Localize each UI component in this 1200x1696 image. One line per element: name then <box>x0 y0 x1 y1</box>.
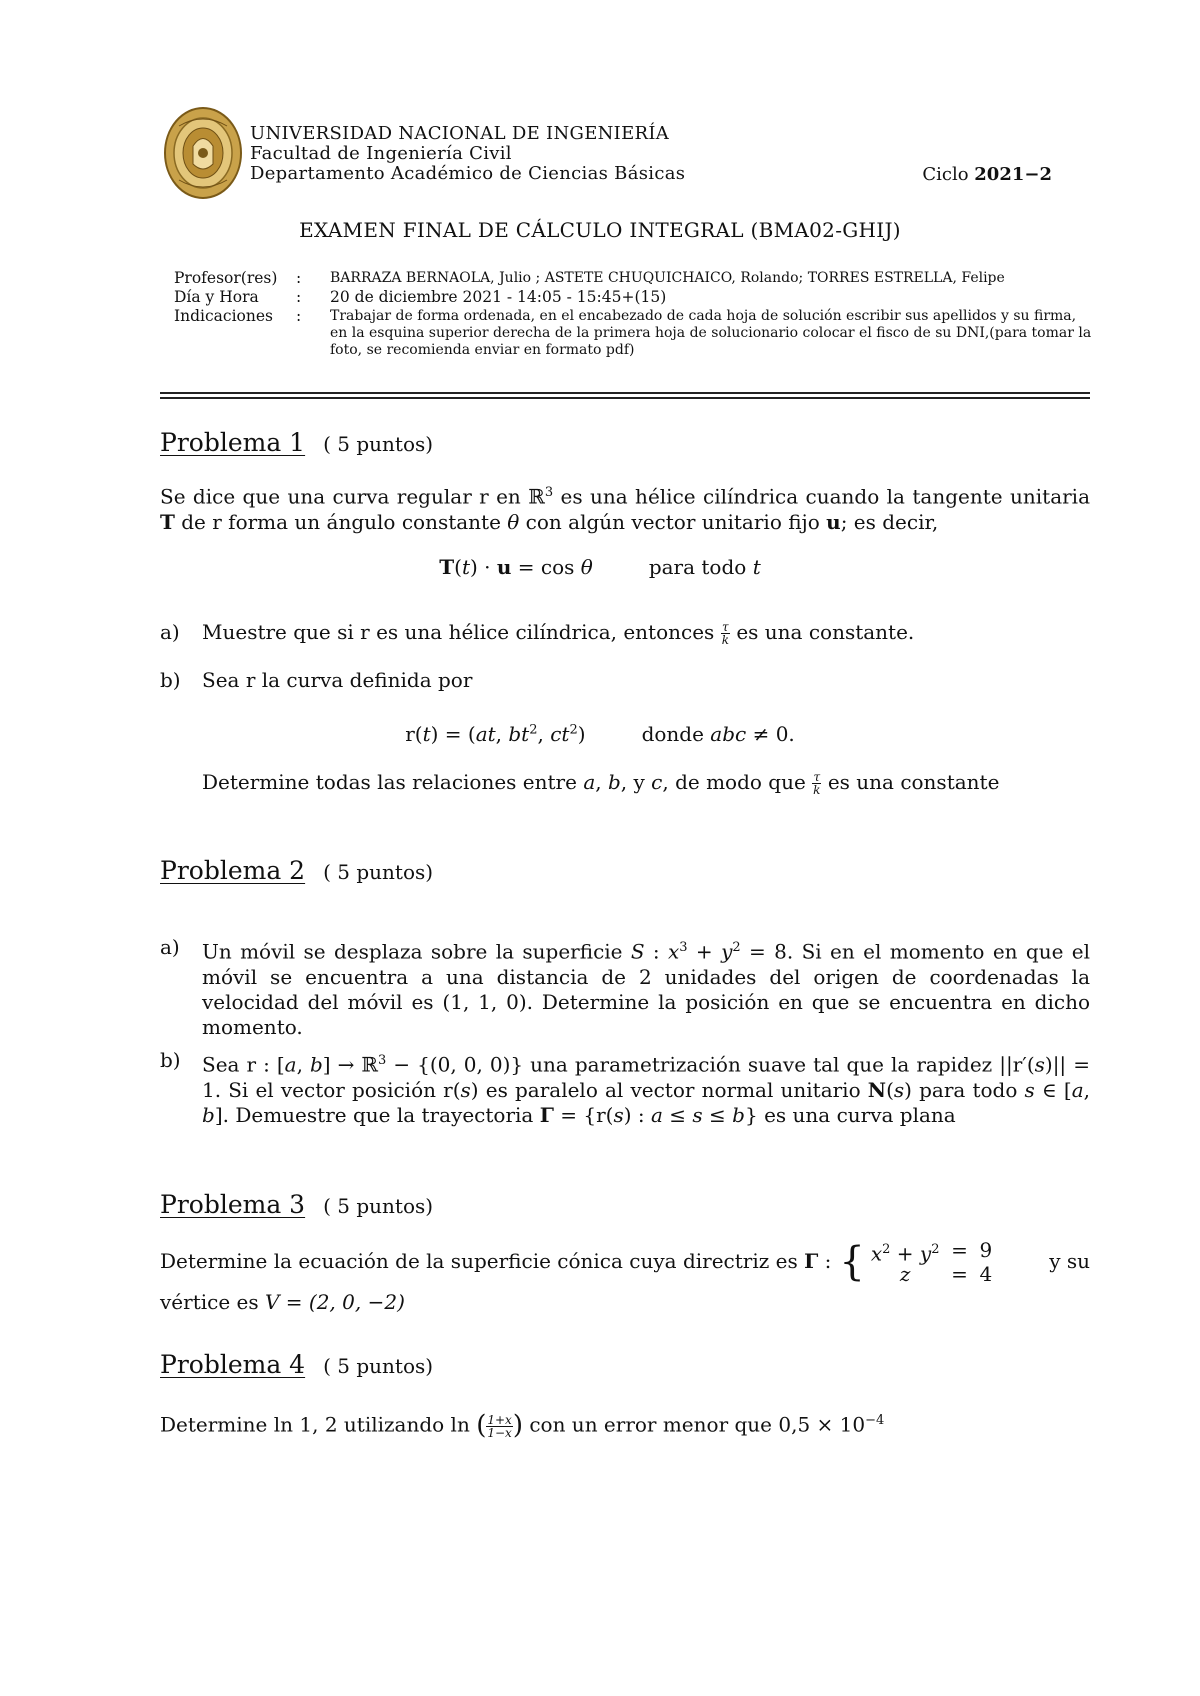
fraction: $\frac{\tau}{k}$ <box>813 770 821 797</box>
problem-1-curve-equation: r(t) = (at, $bt^2$, $ct^2$) donde abc ≠ 0. <box>405 722 795 746</box>
cycle-label: Ciclo <box>922 164 969 185</box>
problem-4-heading <box>160 1350 433 1379</box>
professor-label: Profesor(res) <box>174 269 278 287</box>
text: forma un ángulo constante <box>221 509 508 534</box>
department-name: Departamento Académico de Ciencias Básicas <box>250 163 686 184</box>
text: de modo que <box>675 770 806 794</box>
university-name: UNIVERSIDAD NACIONAL DE INGENIERÍA <box>250 123 670 144</box>
text: es una constante <box>827 770 1000 794</box>
part-label: b) <box>160 1048 181 1072</box>
problem-4-points: ( 5 puntos) <box>323 1354 434 1378</box>
problem-2-part-a: a) Un móvil se desplaza sobre la superficie S : $x^3 + y^2 = 8$. Si en el momento en que el móvil se encuentra a una distancia de 2 unidades del origen de coordenadas la velocidad del móvil es (1, 1, 0). Determine la posición en que se encuentra en dicho momento. <box>160 935 1090 1039</box>
text: es paralelo al vector normal unitario <box>485 1077 861 1102</box>
part-label: a) <box>160 935 180 959</box>
text: y su <box>1049 1249 1090 1274</box>
problem-1-equation: T(t) · u = cos θ para todo t <box>439 555 761 579</box>
text: donde <box>641 722 704 746</box>
instructions-label: Indicaciones <box>174 307 273 325</box>
text: para todo <box>648 555 747 579</box>
text: Determine la ecuación de la superficie cónica cuya directriz es <box>160 1249 798 1274</box>
problem-1-part-b <box>160 668 1090 693</box>
datetime-row <box>174 289 1094 306</box>
text: Determine ln 1, 2 utilizando ln <box>160 1412 470 1437</box>
colon: : <box>296 269 302 287</box>
problem-3-heading <box>160 1190 433 1219</box>
problem-3-title: Problema 3 <box>160 1190 306 1219</box>
text: Muestre que si r es una hélice cilíndrica, entonces <box>202 620 715 644</box>
exam-title: EXAMEN FINAL DE CÁLCULO INTEGRAL (BMA02-GHIJ) <box>299 218 901 242</box>
instructions-value: Trabajar de forma ordenada, en el encabezado de cada hoja de solución escribir sus apellidos y su firma, en la esquina superior derecha de la primera hoja de solucionario colocar el fisco de su DNI,(para tomar la foto, se recomienda enviar en formato pdf) <box>330 308 1092 358</box>
text: Se dice que una curva regular <box>160 484 480 509</box>
colon: : <box>296 307 302 325</box>
text: con algún vector unitario fijo <box>519 509 827 534</box>
header-divider <box>160 397 1090 399</box>
cycle-value: 2021−2 <box>974 164 1052 185</box>
institution-block <box>250 124 685 184</box>
professor-value: BARRAZA BERNAOLA, Julio ; ASTETE CHUQUICHAICO, Rolando; TORRES ESTRELLA, Felipe <box>330 270 1005 286</box>
part-label: a) <box>160 620 180 644</box>
colon: : <box>296 288 302 306</box>
faculty-name: Facultad de Ingeniería Civil <box>250 143 512 164</box>
text: Determine todas las relaciones entre <box>202 770 577 794</box>
datetime-label: Día y Hora <box>174 288 259 306</box>
problem-1-heading <box>160 428 433 457</box>
text: una parametrización suave tal que la rapidez <box>530 1052 993 1077</box>
problem-1-title: Problema 1 <box>160 428 306 457</box>
problem-4-title: Problema 4 <box>160 1350 306 1379</box>
problem-3-points: ( 5 puntos) <box>323 1194 434 1218</box>
problem-1-points: ( 5 puntos) <box>323 432 434 456</box>
exam-info <box>174 270 1094 361</box>
text: es una constante. <box>736 620 915 644</box>
problem-1-intro: Se dice que una curva regular r en ℝ$^3$ es una hélice cilíndrica cuando la tangente unitaria T de r forma un ángulo constante θ con algún vector unitario fijo u; es decir, <box>160 484 1090 534</box>
text: es una hélice cilíndrica cuando la tangente unitaria <box>553 484 1090 509</box>
problem-2-title: Problema 2 <box>160 856 306 885</box>
problem-1-part-a <box>160 620 1090 646</box>
problem-2-heading <box>160 856 433 885</box>
vertex: V = (2, 0, −2) <box>264 1289 405 1314</box>
instructions-row <box>174 308 1094 359</box>
header-divider <box>160 392 1090 394</box>
text: Si el vector posición <box>228 1077 436 1102</box>
fraction: $\frac{1+x}{1-x}$ <box>487 1412 512 1440</box>
text: Demuestre que la trayectoria <box>235 1102 534 1127</box>
part-label: b) <box>160 668 181 692</box>
datetime-value: 20 de diciembre 2021 - 14:05 - 15:45+(15) <box>330 288 667 306</box>
text: para todo <box>919 1077 1018 1102</box>
university-seal-logo <box>163 106 243 200</box>
problem-2-points: ( 5 puntos) <box>323 860 434 884</box>
professor-row <box>174 270 1094 287</box>
problem-1-part-b-followup: Determine todas las relaciones entre a, b, y c, de modo que $\frac{\tau}{k}$ es una constante <box>202 770 1000 797</box>
text: Un móvil se desplaza sobre la superficie <box>202 939 623 964</box>
text: vértice es <box>160 1289 259 1314</box>
text: es una curva plana <box>764 1102 956 1127</box>
text: Sea r la curva definida por <box>202 668 473 692</box>
fraction: $\frac{\tau}{k}$ <box>721 620 729 647</box>
problem-2-part-b: b) Sea r : [a, b] → ℝ$^3$ − {(0, 0, 0)} una parametrización suave tal que la rapidez ||r′(s)|| = 1. Si el vector posición r(s) es paralelo al vector normal unitario N(s) para todo s ∈ [a, b]. Demuestre que la trayectoria Γ = {r(s) : a ≤ s ≤ b} es una curva plana <box>160 1048 1090 1127</box>
text: Sea r : <box>202 1052 270 1077</box>
text: ; es decir, <box>840 509 939 534</box>
text: con un error menor que 0,5 × 10 <box>529 1412 866 1437</box>
directrix-system: { $x^2 + y^2$ = 9 z = 4 <box>839 1238 993 1286</box>
problem-4-text: Determine ln 1, 2 utilizando ln ( $\frac{1+x}{1-x}$ ) con un error menor que $0,5 \times 10^{-4}$ <box>160 1410 885 1441</box>
text: Si en el momento en que el móvil se encuentra a una distancia de 2 unidades del origen de coordenadas la velocidad del móvil es (1, 1, 0). Determine la posición en que se encuentra en dicho momento. <box>202 939 1090 1039</box>
problem-3-text: Determine la ecuación de la superficie cónica cuya directriz es Γ : { $x^2 + y^2$ = 9 z = 4 y su vértice es V = (2, 0, −2) <box>160 1238 1090 1314</box>
cycle <box>922 164 1052 185</box>
